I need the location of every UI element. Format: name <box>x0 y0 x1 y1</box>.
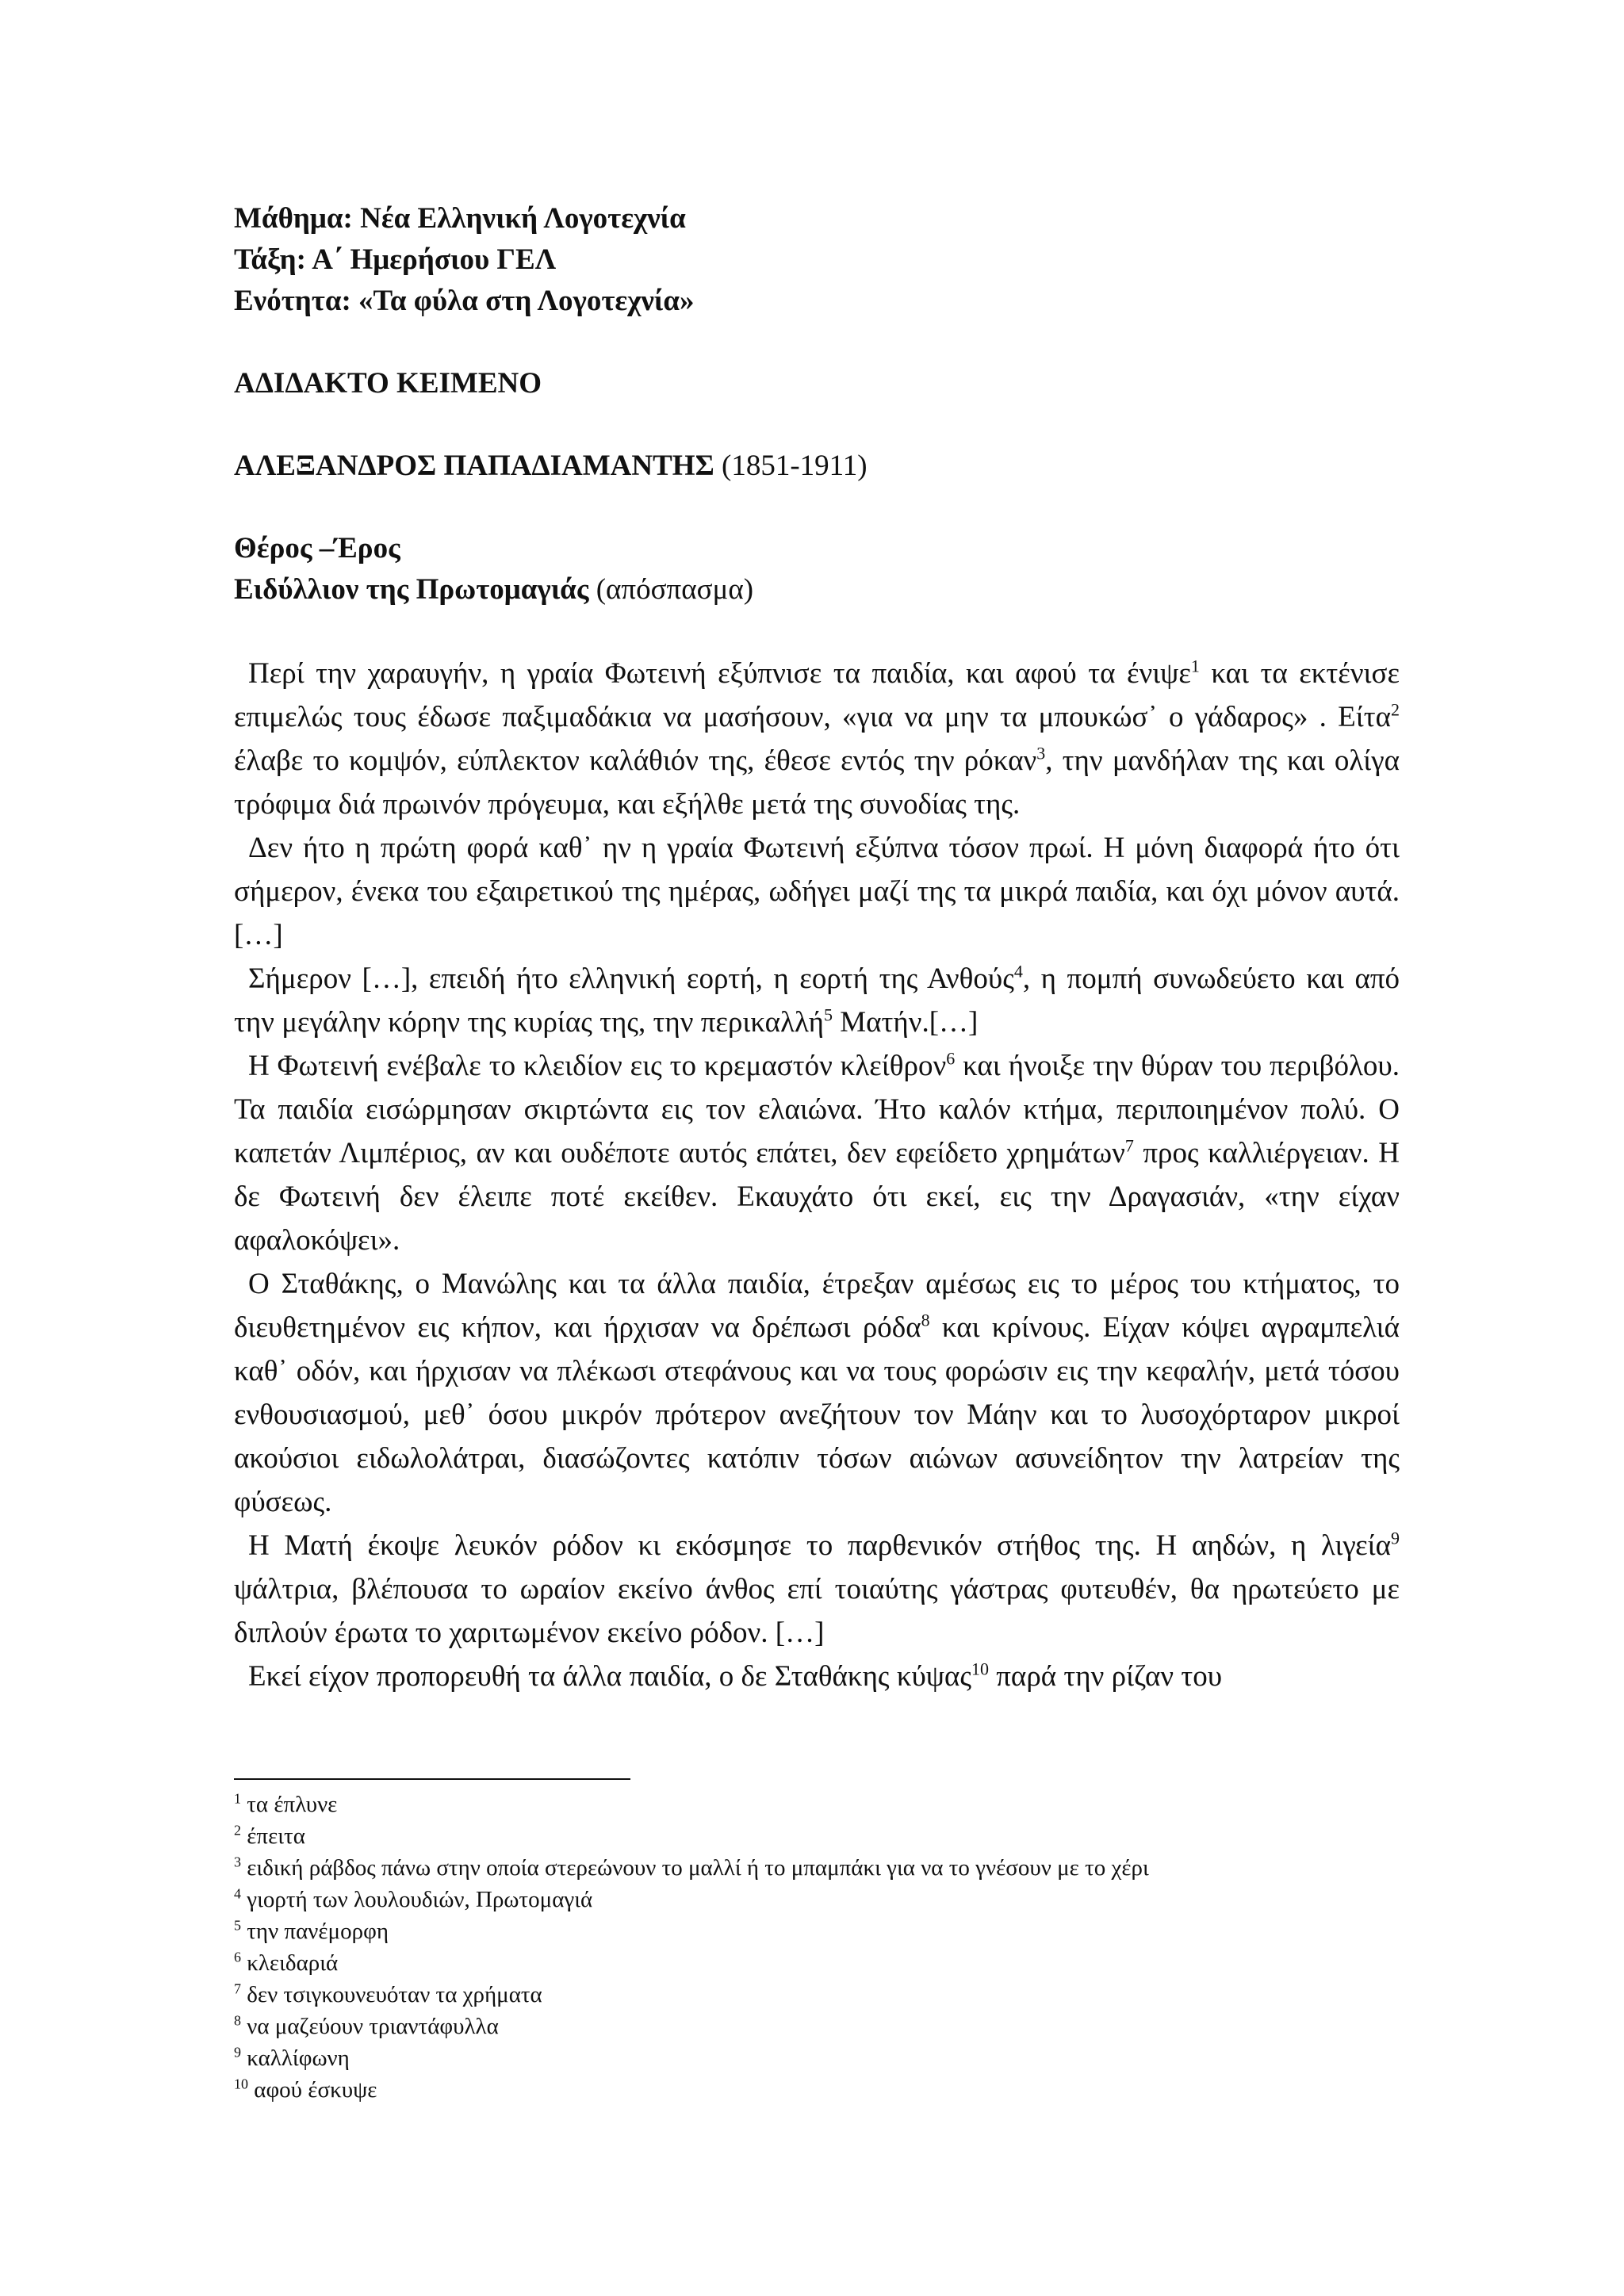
footnote-text: γιορτή των λουλουδιών, Πρωτομαγιά <box>241 1887 593 1912</box>
author-line <box>234 446 1400 487</box>
footnote-text: δεν τσιγκουνευόταν τα χρήματα <box>241 1982 542 2007</box>
work-title: Θέρος –Έρος <box>234 532 400 564</box>
footnote-ref: 1 <box>1190 656 1200 676</box>
text-span: Ματήν.[…] <box>832 1006 979 1039</box>
text-span: , η πομπή συνωδεύετο και από την μεγάλην κόρην της κυρίας της, την περικαλλή <box>234 962 1400 1039</box>
footnote-ref: 4 <box>1013 961 1023 982</box>
footnote-6 <box>234 1947 1400 1979</box>
text-span: Περί την χαραυγήν, η γραία Φωτεινή εξύπνισε τα παιδία, και αφού τα ένιψε <box>248 657 1191 690</box>
footnote-number: 5 <box>234 1917 241 1934</box>
footnote-text: κλειδαριά <box>241 1950 339 1976</box>
text-span: Σήμερον […], επειδή ήτο ελληνική εορτή, η εορτή της Ανθούς <box>248 962 1014 995</box>
paragraph-6 <box>234 1524 1400 1655</box>
paragraph-7 <box>234 1655 1400 1698</box>
footnote-8 <box>234 2011 1400 2042</box>
text-span: έλαβε το κομψόν, εύπλεκτον καλάθιόν της, έθεσε εντός την ρόκαν <box>234 744 1037 777</box>
footnote-ref: 6 <box>946 1048 956 1069</box>
text-span: προς καλλιέργειαν. Η δε Φωτεινή δεν έλειπε ποτέ εκείθεν. Εκαυχάτο ότι εκεί, εις την Δραγασιάν, «την είχαν αφαλοκόψει». <box>234 1137 1400 1257</box>
work-subtitle: Ειδύλλιον της Πρωτομαγιάς <box>234 573 589 606</box>
text-span: Εκεί είχον προπορευθή τα άλλα παιδία, ο δε Σταθάκης κύψας <box>248 1660 971 1693</box>
text-span: και ήνοιξε την θύραν του περιβόλου. Τα παιδία εισώρμησαν σκιρτώντα εις τον ελαιώνα. Ήτο καλόν κτήμα, περιποιημένον πολύ. Ο καπετάν Λιμπέριος, αν και ουδέποτε αυτός επάτει, δεν εφείδετο χρημάτων <box>234 1050 1400 1169</box>
footnote-number: 2 <box>234 1822 241 1839</box>
footnote-ref: 9 <box>1391 1528 1400 1548</box>
footnote-10 <box>234 2074 1400 2106</box>
paragraph-5 <box>234 1262 1400 1524</box>
footnote-text: τα έπλυνε <box>241 1792 338 1817</box>
paragraph-2: Δεν ήτο η πρώτη φορά καθ᾽ ην η γραία Φωτεινή εξύπνα τόσον πρωί. Η μόνη διαφορά ήτο ότι σήμερον, ένεκα του εξαιρετικού της ημέρας, ωδήγει μαζί της τα μικρά παιδία, και όχι μόνον αυτά. […] <box>234 832 1400 951</box>
footnote-2 <box>234 1820 1400 1852</box>
footnote-ref: 8 <box>921 1310 930 1330</box>
section-title: ΑΔΙΔΑΚΤΟ ΚΕΙΜΕΝΟ <box>234 367 542 400</box>
footnote-number: 10 <box>234 2076 248 2092</box>
footnote-4 <box>234 1884 1400 1915</box>
footnote-ref: 10 <box>971 1659 989 1679</box>
footnote-number: 1 <box>234 1790 241 1807</box>
footnote-5 <box>234 1915 1400 1947</box>
footnote-3 <box>234 1852 1400 1884</box>
footnote-text: καλλίφωνη <box>241 2045 350 2071</box>
footnote-text: αφού έσκυψε <box>248 2077 377 2103</box>
text-span: , την μανδήλαν της και ολίγα τρόφιμα διά πρωινόν πρόγευμα, και εξήλθε μετά της συνοδίας της. <box>234 744 1400 821</box>
footnote-text: να μαζεύουν τριαντάφυλλα <box>241 2014 499 2039</box>
footnote-ref: 3 <box>1036 743 1046 763</box>
footnote-text: την πανέμορφη <box>241 1919 389 1944</box>
footnote-ref: 2 <box>1391 699 1400 720</box>
paragraph-3 <box>234 957 1400 1044</box>
class-heading: Τάξη: Α΄ Ημερήσιου ΓΕΛ <box>234 243 557 276</box>
text-span: Η Φωτεινή ενέβαλε το κλειδίον εις το κρεμαστόν κλείθρον <box>248 1050 947 1082</box>
footnote-number: 9 <box>234 2044 241 2061</box>
author-name: ΑΛΕΞΑΝΔΡΟΣ ΠΑΠΑΔΙΑΜΑΝΤΗΣ <box>234 450 714 482</box>
footnote-ref: 7 <box>1124 1135 1134 1156</box>
text-span: και τα εκτένισε επιμελώς τους έδωσε παξιμαδάκια να μασήσουν, «για να μην τα μπουκώσ᾽ ο γάδαρος» . Είτα <box>234 657 1400 733</box>
footnote-separator <box>234 1778 630 1780</box>
text-span: Ο Σταθάκης, ο Μανώλης και τα άλλα παιδία, έτρεξαν αμέσως εις το μέρος του κτήματος, το διευθετημένον εις κήπον, και ήρχισαν να δρέπωσι ρόδα <box>234 1268 1400 1344</box>
unit-heading: Ενότητα: «Τα φύλα στη Λογοτεχνία» <box>234 285 695 317</box>
footnote-number: 7 <box>234 1980 241 1997</box>
text-span: παρά την ρίζαν του <box>989 1660 1223 1693</box>
work-note: (απόσπασμα) <box>596 573 754 606</box>
footnote-1 <box>234 1789 1400 1820</box>
work-subtitle-line <box>234 569 1400 610</box>
footnote-ref: 5 <box>823 1004 833 1025</box>
footnote-text: ειδική ράβδος πάνω στην οποία στερεώνουν το μαλλί ή το μπαμπάκι για να το γνέσουν με το χέρι <box>241 1855 1149 1881</box>
document-page <box>234 198 1400 1698</box>
paragraph-1 <box>234 652 1400 826</box>
paragraph-4 <box>234 1044 1400 1262</box>
text-span: ψάλτρια, βλέπουσα το ωραίον εκείνο άνθος επί τοιαύτης γάστρας φυτευθέν, θα ηρωτεύετο με διπλούν έρωτα το χαριτωμένον εκείνο ρόδον. […] <box>234 1573 1400 1649</box>
author-years: (1851-1911) <box>722 450 868 482</box>
lesson-heading: Μάθημα: Νέα Ελληνική Λογοτεχνία <box>234 202 686 235</box>
footnote-number: 6 <box>234 1949 241 1965</box>
text-span: Η Ματή έκοψε λευκόν ρόδον κι εκόσμησε το παρθενικόν στήθος της. Η αηδών, η λιγεία <box>248 1529 1391 1562</box>
footnote-number: 4 <box>234 1885 241 1902</box>
text-span: και κρίνους. Είχαν κόψει αγραμπελιά καθ᾽ οδόν, και ήρχισαν να πλέκωσι στεφάνους και να τους φορώσιν εις την κεφαλήν, μετά τόσου ενθουσιασμού, μεθ᾽ όσου μικρόν πρότερον ανεζήτουν τον Μάην και το λυσοχόρταρον μικροί ακούσιοι ειδωλολάτραι, διασώζοντες κατόπιν τόσων αιώνων ασυνείδητον την λατρείαν της φύσεως. <box>234 1311 1400 1518</box>
footnotes <box>234 1789 1400 2106</box>
footnote-7 <box>234 1979 1400 2011</box>
footnote-number: 3 <box>234 1854 241 1870</box>
footnote-text: έπειτα <box>241 1823 305 1849</box>
footnote-9 <box>234 2042 1400 2074</box>
excerpt-body <box>234 652 1400 1698</box>
footnote-number: 8 <box>234 2012 241 2029</box>
